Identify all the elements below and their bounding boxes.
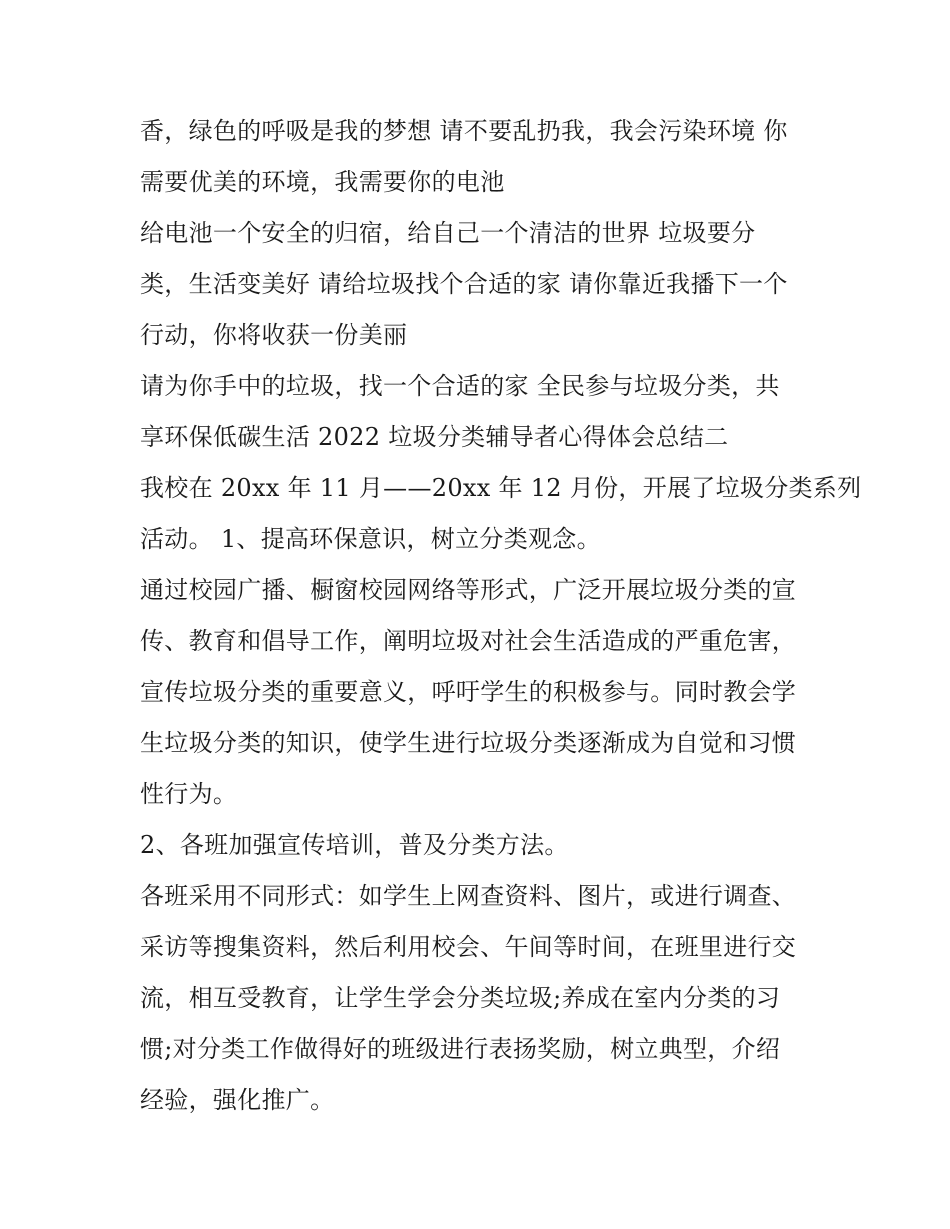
paragraph-battery-slogans	[140, 106, 820, 208]
text-line: 各班采用不同形式：如学生上网查资料、图片，或进行调查、	[140, 882, 797, 910]
text-line: 需要优美的环境，我需要你的电池	[140, 168, 505, 196]
text-line: 传、教育和倡导工作，阐明垃圾对社会生活造成的严重危害，	[140, 627, 797, 655]
text-line: 生垃圾分类的知识，使学生进行垃圾分类逐渐成为自觉和习惯	[140, 729, 797, 757]
text-line: 活动。 1、提高环保意识，树立分类观念。	[140, 525, 601, 553]
text-line: 通过校园广播、橱窗校园网络等形式，广泛开展垃圾分类的宣	[140, 576, 797, 604]
text-line: 流，相互受教育，让学生学会分类垃圾;养成在室内分类的习	[140, 984, 781, 1012]
text-line: 香，绿色的呼吸是我的梦想 请不要乱扔我，我会污染环境 你	[140, 117, 788, 145]
text-line: 我校在 20xx 年 11 月——20xx 年 12 月份，开展了垃圾分类系列	[140, 474, 862, 502]
paragraph-point-two-heading	[140, 820, 820, 871]
text-line: 采访等搜集资料，然后利用校会、午间等时间，在班里进行交	[140, 933, 797, 961]
paragraph-activity-intro	[140, 463, 862, 565]
paragraph-class-methods	[140, 871, 820, 1126]
paragraph-section-heading	[140, 361, 820, 463]
text-line: 经验，强化推广。	[140, 1086, 335, 1114]
text-line: 2、各班加强宣传培训，普及分类方法。	[140, 831, 569, 859]
text-line: 宣传垃圾分类的重要意义，呼吁学生的积极参与。同时教会学	[140, 678, 797, 706]
text-line: 惯;对分类工作做得好的班级进行表扬奖励，树立典型，介绍	[140, 1035, 781, 1063]
text-line: 行动，你将收获一份美丽	[140, 321, 408, 349]
document-body	[140, 106, 862, 1126]
text-line: 类，生活变美好 请给垃圾找个合适的家 请你靠近我播下一个	[140, 270, 788, 298]
text-line: 享环保低碳生活 2022 垃圾分类辅导者心得体会总结二	[140, 423, 729, 451]
text-line: 给电池一个安全的归宿，给自己一个清洁的世界 垃圾要分	[140, 219, 756, 247]
text-line: 请为你手中的垃圾，找一个合适的家 全民参与垃圾分类，共	[140, 372, 780, 400]
text-line: 性行为。	[140, 780, 238, 808]
paragraph-publicity	[140, 565, 820, 820]
paragraph-sorting-slogans	[140, 208, 820, 361]
